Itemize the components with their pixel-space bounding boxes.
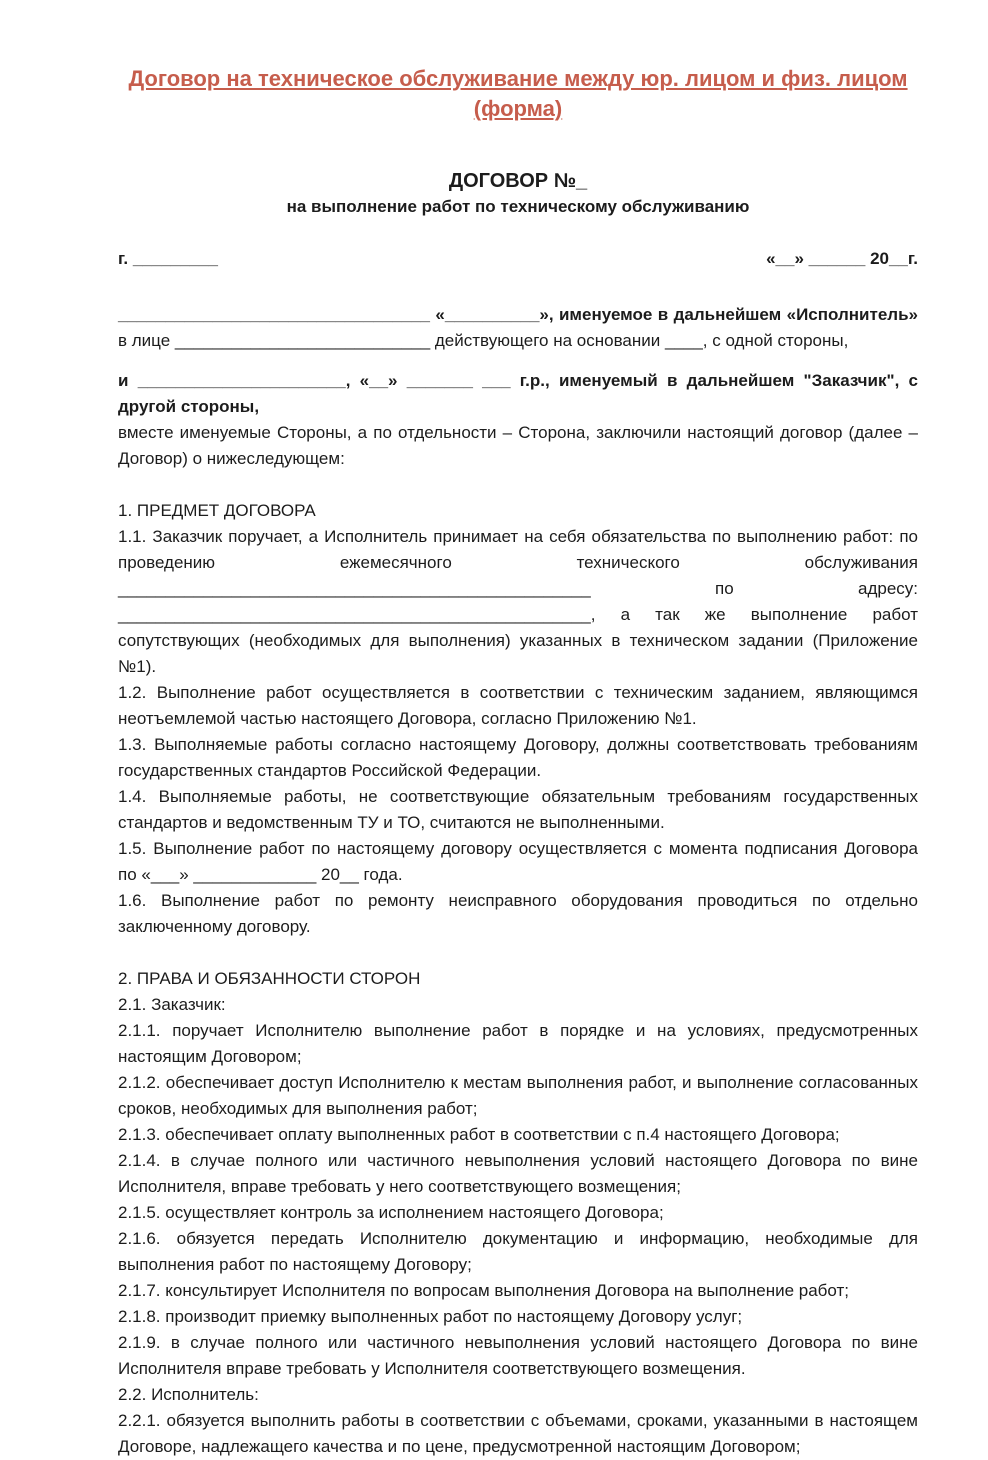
- clause-2-1-7: 2.1.7. консультирует Исполнителя по вопросам выполнения Договора на выполнение работ;: [118, 1281, 849, 1300]
- clause-1-1: 1.1. Заказчик поручает, а Исполнитель принимает на себя обязательства по выполнению работ: по проведению ежемесячного технического обслуживания __________________________________________________ по адресу: __________________________________________________, а так же выполнение работ сопутствующих (необходимых для выполнения) указанных в техническом задании (Приложение №1).: [118, 527, 918, 676]
- executor-party-rest-segment: в лице ___________________________ действующего на основании ____, с одной стороны,: [118, 331, 849, 350]
- clause-2-2-1: 2.2.1. обязуется выполнить работы в соответствии с объемами, сроками, указанными в настоящем Договоре, надлежащего качества и по цене, предусмотренной настоящим Договором;: [118, 1411, 918, 1456]
- clause-2-1: 2.1. Заказчик:: [118, 995, 226, 1014]
- date-blank: «__» ______ 20__г.: [766, 249, 918, 268]
- clause-2-1-2: 2.1.2. обеспечивает доступ Исполнителю к местам выполнения работ, и выполнение согласованных сроков, необходимых для выполнения работ;: [118, 1073, 918, 1118]
- city-date-row: [118, 246, 918, 272]
- contract-number-heading: ДОГОВОР №_: [448, 170, 588, 192]
- clause-1-5: 1.5. Выполнение работ по настоящему договору осуществляется с момента подписания Договора по «___» _____________ 20__ года.: [118, 839, 918, 884]
- contract-subtitle: на выполнение работ по техническому обслуживанию: [286, 197, 750, 216]
- clause-2-1-8: 2.1.8. производит приемку выполненных работ по настоящему Договору услуг;: [118, 1307, 743, 1326]
- section-2-heading: 2. ПРАВА И ОБЯЗАННОСТИ СТОРОН: [118, 969, 421, 988]
- clause-1-4: 1.4. Выполняемые работы, не соответствующие обязательным требованиям государственных стандартов и ведомственным ТУ и ТО, считаются не выполненными.: [118, 787, 918, 832]
- clause-2-1-1: 2.1.1. поручает Исполнителю выполнение работ в порядке и на условиях, предусмотренных настоящим Договором;: [118, 1021, 918, 1066]
- clause-2-2: 2.2. Исполнитель:: [118, 1385, 259, 1404]
- document-link-title[interactable]: Договор на техническое обслуживание между юр. лицом и физ. лицом (форма): [128, 66, 908, 121]
- clause-2-1-5: 2.1.5. осуществляет контроль за исполнением настоящего Договора;: [118, 1203, 664, 1222]
- executor-party-bold-segment: _________________________________ «__________», именуемое в дальнейшем «Исполнитель»: [118, 305, 918, 324]
- clause-1-2: 1.2. Выполнение работ осуществляется в соответствии с техническим заданием, являющимся неотъемлемой частью настоящего Договора, согласно Приложению №1.: [118, 683, 918, 728]
- city-blank: г. _________: [118, 249, 218, 268]
- clause-2-1-6: 2.1.6. обязуется передать Исполнителю документацию и информацию, необходимые для выполнения работ по настоящему Договору;: [118, 1229, 918, 1274]
- executor-party-paragraph: [118, 302, 918, 354]
- parties-together-paragraph: вместе именуемые Стороны, а по отдельности – Сторона, заключили настоящий договор (далее – Договор) о нижеследующем:: [118, 423, 918, 468]
- customer-party-paragraph: и ______________________, «__» _______ ___ г.р., именуемый в дальнейшем "Заказчик", с другой стороны,: [118, 371, 918, 416]
- clause-2-1-3: 2.1.3. обеспечивает оплату выполненных работ в соответствии с п.4 настоящего Договора;: [118, 1125, 840, 1144]
- clause-1-3: 1.3. Выполняемые работы согласно настоящему Договору, должны соответствовать требованиям государственных стандартов Российской Федерации.: [118, 735, 918, 780]
- clause-1-6: 1.6. Выполнение работ по ремонту неисправного оборудования проводиться по отдельно заключенному договору.: [118, 891, 918, 936]
- clause-2-1-9: 2.1.9. в случае полного или частичного невыполнения условий настоящего Договора по вине Исполнителя вправе требовать у Исполнителя соответствующего возмещения.: [118, 1333, 918, 1378]
- section-1-heading: 1. ПРЕДМЕТ ДОГОВОРА: [118, 501, 316, 520]
- clause-2-1-4: 2.1.4. в случае полного или частичного невыполнения условий настоящего Договора по вине Исполнителя, вправе требовать у него соответствующего возмещения;: [118, 1151, 918, 1196]
